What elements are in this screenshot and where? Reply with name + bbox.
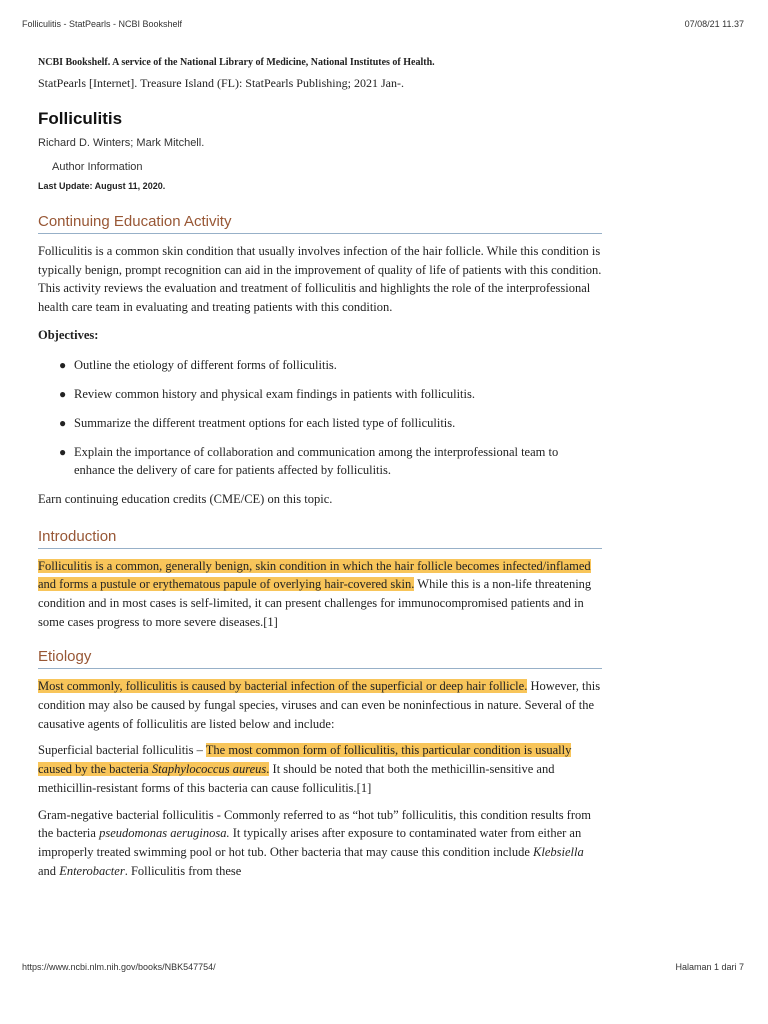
- gram-negative-text: It typically arises after exposure to contaminated water from either an improperly treated swimming pool or hot tub. Other bacteria that may cause this condition include: [38, 826, 582, 859]
- section-heading-continuing-education: Continuing Education Activity: [38, 212, 602, 234]
- etiology-paragraph-2: [38, 741, 602, 797]
- citation: StatPearls [Internet]. Treasure Island (FL): StatPearls Publishing; 2021 Jan-.: [38, 76, 404, 90]
- highlighted-text: Most commonly, folliculitis is caused by bacterial infection of the superficial or deep hair follicle.: [38, 679, 528, 694]
- bullet-icon: ●: [59, 386, 67, 401]
- superficial-folliculitis-lead: Superficial bacterial folliculitis –: [38, 743, 206, 758]
- list-item: [38, 356, 602, 374]
- article-title: Folliculitis: [38, 109, 123, 128]
- species-name: Enterobacter: [59, 863, 125, 878]
- bullet-icon: ●: [59, 357, 67, 372]
- print-header-title: Folliculitis - StatPearls - NCBI Bookshelf: [22, 19, 183, 29]
- section-heading-etiology: Etiology: [38, 647, 602, 669]
- list-item: [38, 443, 602, 479]
- etiology-text: However, this condition may also be caused by fungal species, viruses and can even be noninfectious in nature. Several of the causative agents of folliculitis are listed below and include:: [38, 679, 601, 731]
- objectives-label: Objectives:: [38, 327, 99, 342]
- print-header-datetime: 07/08/21 11.37: [684, 19, 744, 29]
- objectives-list: [38, 356, 602, 479]
- objective-text: Outline the etiology of different forms of folliculitis.: [74, 357, 337, 372]
- list-item: [38, 414, 602, 432]
- last-update-text: Last Update: August 11, 2020.: [38, 181, 166, 191]
- species-name: pseudomonas aeruginosa.: [99, 826, 230, 841]
- highlight-text: The most common form of folliculitis, this particular condition is usually caused by the bacteria: [38, 743, 572, 777]
- gram-negative-text: Gram-negative bacterial folliculitis - Commonly referred to as “hot tub” folliculitis, this condition results from the bacteria: [38, 807, 591, 841]
- author-information-link[interactable]: Author Information: [52, 161, 143, 173]
- species-name: Klebsiella: [533, 844, 584, 859]
- highlight-end: .: [266, 762, 270, 777]
- print-footer-page: Halaman 1 dari 7: [675, 962, 744, 972]
- etiology-text: It should be noted that both the methicillin-sensitive and methicillin-resistant forms of this bacteria can cause folliculitis.[1]: [38, 762, 555, 795]
- bullet-icon: ●: [59, 415, 67, 430]
- last-update: [38, 180, 602, 192]
- etiology-paragraph-3: [38, 806, 602, 881]
- introduction-paragraph: [38, 557, 602, 632]
- bookshelf-notice: NCBI Bookshelf. A service of the National Library of Medicine, National Institutes of Health.: [38, 57, 435, 68]
- article-page: [38, 56, 602, 880]
- earn-cme-link[interactable]: Earn continuing education credits (CME/CE) on this topic.: [38, 491, 333, 506]
- objective-text: Summarize the different treatment options for each listed type of folliculitis.: [74, 415, 456, 430]
- authors: Richard D. Winters; Mark Mitchell.: [38, 137, 205, 149]
- gram-negative-text: . Folliculitis from these: [124, 863, 242, 878]
- highlighted-text: Folliculitis is a common, generally benign, skin condition in which the hair follicle becomes infected/inflamed and forms a pustule or erythematous papule of overlying hair-covered skin.: [38, 558, 591, 592]
- species-name: Staphylococcus aureus: [151, 762, 267, 777]
- conjunction-text: and: [38, 863, 60, 878]
- cea-paragraph: Folliculitis is a common skin condition that usually involves infection of the hair follicle. While this condition is typically benign, prompt recognition can aid in the improvement of quality of life of patients with this condition. This activity reviews the evaluation and treatment of folliculitis and highlights the role of the interprofessional health care team in evaluating and treating patients with this condition.: [38, 244, 602, 315]
- print-footer-url[interactable]: https://www.ncbi.nlm.nih.gov/books/NBK547754/: [22, 962, 216, 972]
- section-heading-introduction: Introduction: [38, 527, 602, 549]
- objective-text: Review common history and physical exam findings in patients with folliculitis.: [74, 386, 475, 401]
- bullet-icon: ●: [59, 444, 67, 459]
- objective-text: Explain the importance of collaboration and communication among the interprofessional team to enhance the delivery of care for patients affected by folliculitis.: [74, 444, 559, 477]
- introduction-text: While this is a non-life threatening condition and in most cases is self-limited, it can present challenges for immunocompromised patients and in some cases progress to more severe diseases.[1]: [38, 577, 592, 629]
- list-item: [38, 385, 602, 403]
- etiology-paragraph-1: [38, 677, 602, 733]
